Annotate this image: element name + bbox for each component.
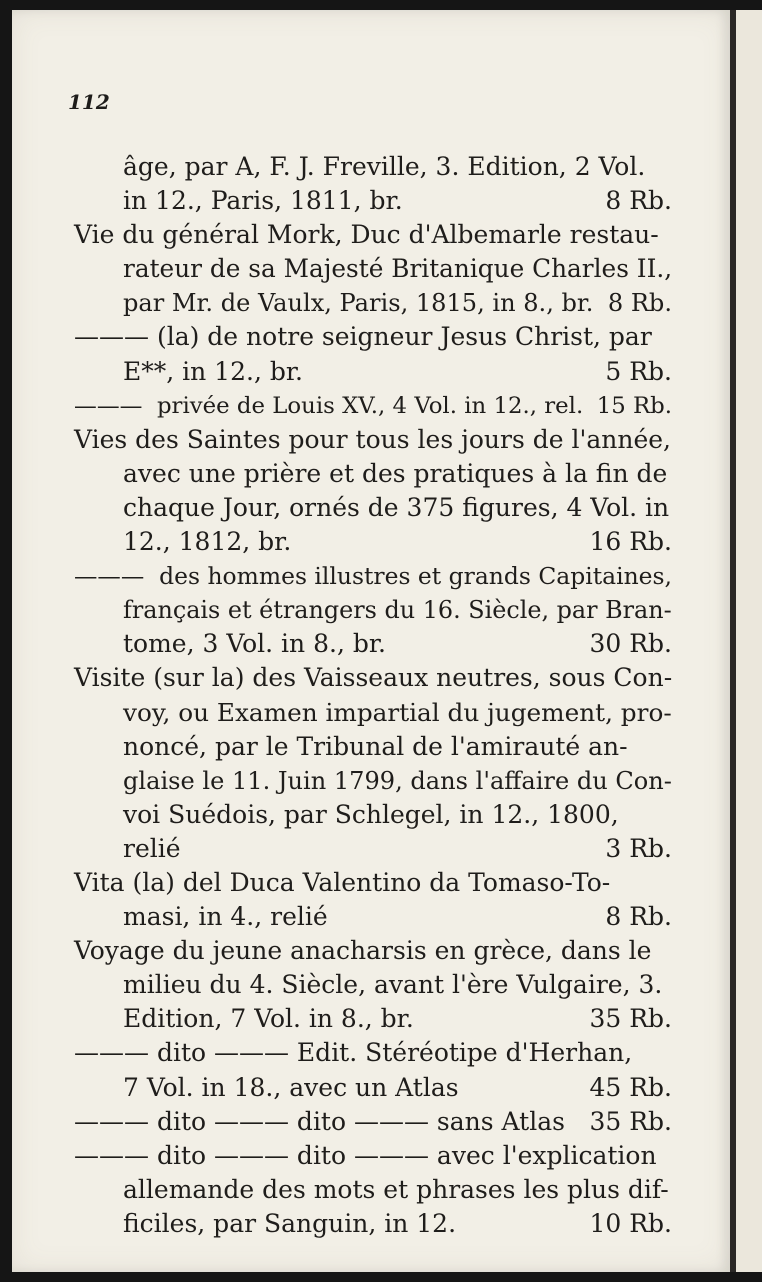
entry-line bbox=[12, 866, 730, 900]
entry-line bbox=[12, 457, 730, 491]
page-number: 112 bbox=[68, 90, 110, 114]
entry-line bbox=[12, 1105, 730, 1139]
entry-line bbox=[12, 968, 730, 1002]
entry-text: ——— privée de Louis XV., 4 Vol. in 12., rel. bbox=[74, 392, 584, 419]
entry-text: allemande des mots et phrases les plus dif- bbox=[123, 1174, 669, 1204]
entry-text: ——— dito ——— Edit. Stéréotipe d'Herhan, bbox=[74, 1038, 633, 1068]
entry-text: chaque Jour, ornés de 375 figures, 4 Vol. in bbox=[123, 492, 670, 522]
entry-text: tome, 3 Vol. in 8., br. bbox=[123, 629, 386, 659]
catalog-entry bbox=[12, 934, 730, 1036]
entry-line bbox=[12, 798, 730, 832]
entry-price: 3 Rb. bbox=[605, 833, 672, 863]
catalog-entry bbox=[12, 389, 730, 423]
entry-text: glaise le 11. Juin 1799, dans l'affaire du Con- bbox=[123, 766, 672, 795]
entry-text: voi Suédois, par Schlegel, in 12., 1800, bbox=[123, 799, 619, 829]
entry-text: ficiles, par Sanguin, in 12. bbox=[123, 1208, 457, 1238]
entry-price: 45 Rb. bbox=[589, 1072, 672, 1102]
entry-text: ——— dito ——— dito ——— avec l'explication bbox=[74, 1140, 657, 1170]
entry-text: 12., 1812, br. bbox=[123, 527, 292, 557]
entry-line bbox=[12, 696, 730, 730]
entry-text: Voyage du jeune anacharsis en grèce, dans le bbox=[74, 936, 652, 966]
entry-text: par Mr. de Vaulx, Paris, 1815, in 8., br. bbox=[123, 289, 594, 318]
entry-text: Vita (la) del Duca Valentino da Tomaso-To- bbox=[74, 867, 611, 897]
entry-line bbox=[12, 525, 730, 559]
facing-page-edge bbox=[736, 10, 762, 1272]
catalog-entry bbox=[12, 218, 730, 320]
entry-text: voy, ou Examen impartial du jugement, pro- bbox=[123, 697, 672, 727]
entry-line bbox=[12, 832, 730, 866]
entry-text: rateur de sa Majesté Britanique Charles II., bbox=[123, 254, 673, 284]
entry-line bbox=[12, 764, 730, 798]
entry-line bbox=[12, 1071, 730, 1105]
entry-price: 5 Rb. bbox=[605, 356, 672, 386]
entry-price: 8 Rb. bbox=[605, 902, 672, 932]
entry-text: français et étrangers du 16. Siècle, par Bran- bbox=[123, 596, 672, 625]
entry-price: 35 Rb. bbox=[589, 1106, 672, 1136]
entry-line bbox=[12, 355, 730, 389]
entry-line bbox=[12, 320, 730, 354]
entry-line bbox=[12, 559, 730, 593]
entry-line bbox=[12, 218, 730, 252]
entry-text: ——— (la) de notre seigneur Jesus Christ, par bbox=[74, 322, 652, 352]
entry-line bbox=[12, 184, 730, 218]
entry-line bbox=[12, 934, 730, 968]
entry-text: avec une prière et des pratiques à la fin de bbox=[123, 458, 668, 488]
catalog-entry bbox=[12, 559, 730, 661]
entry-line bbox=[12, 730, 730, 764]
entry-price: 16 Rb. bbox=[589, 527, 672, 557]
entry-text: 7 Vol. in 18., avec un Atlas bbox=[123, 1072, 459, 1102]
entry-text: masi, in 4., relié bbox=[123, 902, 328, 932]
catalog-entry bbox=[12, 1036, 730, 1104]
entry-text: ——— des hommes illustres et grands Capitaines, bbox=[74, 562, 672, 591]
entry-text: Edition, 7 Vol. in 8., br. bbox=[123, 1004, 414, 1034]
entry-line bbox=[12, 1002, 730, 1036]
entry-price: 35 Rb. bbox=[589, 1004, 672, 1034]
entry-text: E**, in 12., br. bbox=[123, 356, 303, 386]
entry-line bbox=[12, 1036, 730, 1070]
entry-line bbox=[12, 1139, 730, 1173]
entry-line bbox=[12, 423, 730, 457]
entry-price: 15 Rb. bbox=[596, 392, 672, 419]
entry-text: noncé, par le Tribunal de l'amirauté an- bbox=[123, 731, 628, 761]
catalog-entry bbox=[12, 150, 730, 218]
entry-line bbox=[12, 150, 730, 184]
catalog-entries bbox=[12, 150, 730, 1241]
entry-line bbox=[12, 661, 730, 695]
entry-line bbox=[12, 1207, 730, 1241]
entry-line bbox=[12, 491, 730, 525]
entry-text: âge, par A, F. J. Freville, 3. Edition, 2 Vol. bbox=[123, 152, 646, 181]
entry-text: Vies des Saintes pour tous les jours de l'année, bbox=[74, 424, 671, 454]
entry-text: Visite (sur la) des Vaisseaux neutres, sous Con- bbox=[74, 663, 673, 693]
entry-text: relié bbox=[123, 833, 181, 863]
entry-text: milieu du 4. Siècle, avant l'ère Vulgaire, 3. bbox=[123, 970, 663, 1000]
catalog-entry bbox=[12, 320, 730, 388]
entry-text: Vie du général Mork, Duc d'Albemarle restau- bbox=[74, 220, 659, 250]
catalog-entry bbox=[12, 661, 730, 866]
entry-line bbox=[12, 900, 730, 934]
entry-text: in 12., Paris, 1811, br. bbox=[123, 186, 403, 216]
entry-price: 8 Rb. bbox=[607, 289, 672, 318]
book-page bbox=[12, 10, 730, 1272]
catalog-entry bbox=[12, 1139, 730, 1241]
catalog-entry bbox=[12, 866, 730, 934]
entry-price: 30 Rb. bbox=[589, 629, 672, 659]
entry-line bbox=[12, 593, 730, 627]
catalog-entry bbox=[12, 1105, 730, 1139]
entry-line bbox=[12, 389, 730, 423]
entry-line bbox=[12, 286, 730, 320]
catalog-entry bbox=[12, 423, 730, 559]
entry-line bbox=[12, 627, 730, 661]
entry-text: ——— dito ——— dito ——— sans Atlas bbox=[74, 1106, 565, 1136]
entry-price: 8 Rb. bbox=[605, 186, 672, 216]
entry-line bbox=[12, 1173, 730, 1207]
entry-line bbox=[12, 252, 730, 286]
entry-price: 10 Rb. bbox=[589, 1208, 672, 1238]
